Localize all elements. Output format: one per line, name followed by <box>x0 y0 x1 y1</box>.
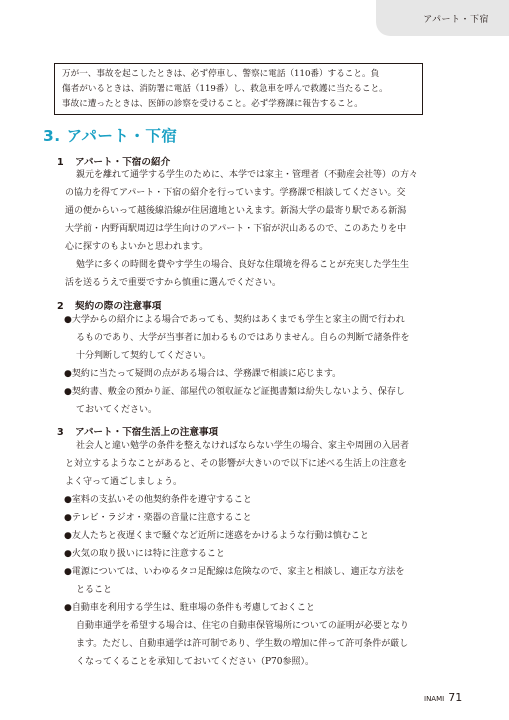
paragraph-line: 活を送るうえで重要ですから慎重に選んでください。 <box>65 278 282 288</box>
subsection-number: 2 <box>57 301 64 312</box>
subsection-title: 契約の際の注意事項 <box>75 301 162 312</box>
running-header-title: アパート・下宿 <box>423 15 489 25</box>
list-item-continued: 自動車通学を希望する場合は、住宅の自動車保管場所についての証明が必要となり <box>76 621 409 631</box>
list-item: ●契約に当たって疑問の点がある場合は、学務課で相談に応じます。 <box>64 369 342 379</box>
list-item: ●テレビ・ラジオ・楽器の音量に注意すること <box>64 513 252 523</box>
list-item: ●契約書、敷金の預かり証、部屋代の領収証など証拠書類は紛失しないよう、保存し <box>64 387 405 397</box>
paragraph-line: と対立するようなことがあると、その影響が大きいので以下に述べる生活上の注意を <box>65 459 408 469</box>
paragraph-line: の協力を得てアパート・下宿の紹介を行っています。学務課で相談してください。交 <box>65 188 406 198</box>
notice-box <box>54 63 423 115</box>
list-item: ●電源については、いわゆるタコ足配線は危険なので、家主と相談し、適正な方法を <box>64 567 405 577</box>
subsection-number: 3 <box>57 427 64 438</box>
list-item: ●大学からの紹介による場合であっても、契約はあくまでも学生と家主の間で行われ <box>64 315 405 325</box>
notice-line: 事故に遭ったときは、医師の診察を受けること。必ず学務課に報告すること。 <box>62 99 363 109</box>
section-title: 3. アパート・下宿 <box>43 127 178 145</box>
subsection-title: アパート・下宿生活上の注意事項 <box>75 427 219 438</box>
page-footer <box>424 691 462 704</box>
list-item-continued: 十分判断して契約してください。 <box>76 351 212 361</box>
subsection-heading-2 <box>57 298 161 312</box>
paragraph-line: 勉学に多くの時間を費やす学生の場合、良好な住環境を得ることが充実した学生生 <box>76 260 410 270</box>
list-item-continued: くなってくることを承知しておいてください（P70参照）。 <box>76 657 315 667</box>
header-tab <box>376 0 509 36</box>
list-item: ●火気の取り扱いには特に注意すること <box>64 549 225 559</box>
paragraph-line: 通の便からいって越後線沿線が住居適地といえます。新潟大学の最寄り駅である新潟 <box>65 206 407 216</box>
page-number: 71 <box>448 691 463 704</box>
subsection-number: 1 <box>57 157 64 168</box>
list-item-continued: ておいてください。 <box>76 405 158 415</box>
paragraph-line: 心に探すのもよいかと思われます。 <box>65 242 209 252</box>
list-item: ●自動車を利用する学生は、駐車場の条件も考慮しておくこと <box>64 603 315 613</box>
list-item-continued: るものであり、大学が当事者に加わるものではありません。自らの判断で諸条件を <box>76 333 410 343</box>
paragraph-line: よく守って過ごしましょう。 <box>65 477 183 487</box>
list-item-continued: ます。ただし、自動車通学は許可制であり、学生数の増加に伴って許可条件が厳し <box>76 639 409 649</box>
subsection-heading-1 <box>57 154 170 168</box>
list-item: ●室料の支払いその他契約条件を遵守すること <box>64 495 252 505</box>
paragraph-line: 親元を離れて通学する学生のために、本学では家主・管理者（不動産会社等）の方々 <box>76 170 419 180</box>
list-item-continued: とること <box>76 585 113 595</box>
notice-line: 傷者がいるときは、消防署に電話（119番）し、救急車を呼んで救護に当たること。 <box>62 84 388 94</box>
notice-line: 万が一、事故を起こしたときは、必ず停車し、警察に電話（110番）すること。負 <box>62 69 380 79</box>
subsection-heading-3 <box>57 424 218 438</box>
list-item: ●友人たちと夜遅くまで騒ぐなど近所に迷惑をかけるような行動は慎むこと <box>64 531 369 541</box>
paragraph-line: 社会人と違い勉学の条件を整えなければならない学生の場合、家主や周囲の入居者 <box>76 441 410 451</box>
paragraph-line: 大学前・内野両駅周辺は学生向けのアパート・下宿が沢山あるので、このあたりを中 <box>65 224 407 234</box>
footer-label: INAMI <box>424 695 445 703</box>
subsection-title: アパート・下宿の紹介 <box>75 157 171 168</box>
